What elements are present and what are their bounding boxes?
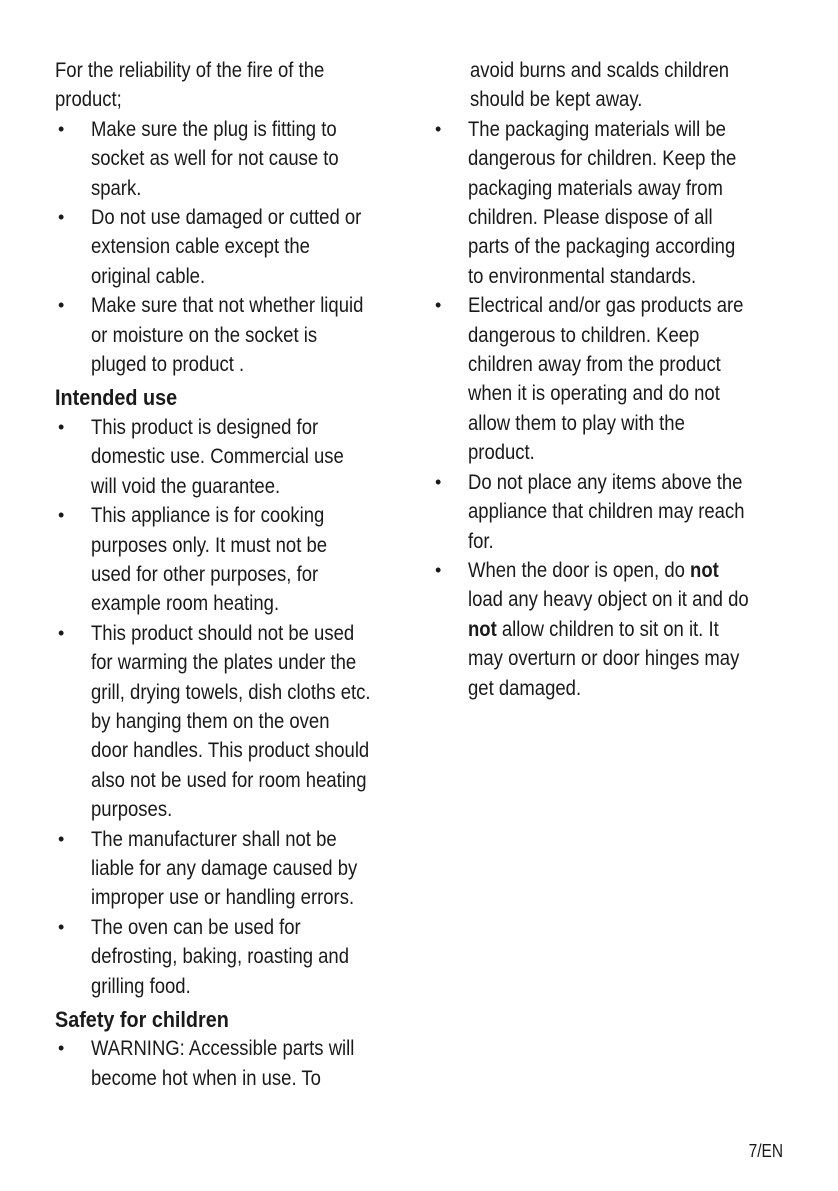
emphasis-not: not bbox=[690, 557, 719, 582]
item-line: may overturn or door hinges may bbox=[468, 646, 740, 671]
bullet-icon: • bbox=[58, 118, 65, 139]
item-line: The manufacturer shall not be bbox=[91, 826, 337, 851]
list-item bbox=[55, 619, 427, 825]
page-number: 7/EN bbox=[748, 1141, 783, 1161]
item-line: for warming the plates under the bbox=[91, 650, 357, 675]
item-line: product. bbox=[468, 440, 535, 465]
bullet-icon: • bbox=[435, 295, 442, 316]
bullet-icon: • bbox=[58, 1038, 65, 1059]
item-line: domestic use. Commercial use bbox=[91, 444, 344, 469]
item-line: dangerous for children. Keep the bbox=[468, 146, 737, 171]
bullet-icon: • bbox=[58, 416, 65, 437]
item-line: or moisture on the socket is bbox=[91, 322, 318, 347]
item-line: This appliance is for cooking bbox=[91, 503, 325, 528]
right-column bbox=[432, 56, 802, 703]
intended-use-list bbox=[55, 413, 427, 1001]
bullet-icon: • bbox=[58, 505, 65, 526]
item-line: liable for any damage caused by bbox=[91, 855, 358, 880]
list-item bbox=[432, 468, 802, 556]
item-line: Do not use damaged or cutted or bbox=[91, 205, 362, 230]
item-line: should be kept away. bbox=[470, 87, 643, 112]
intended-use-heading: Intended use bbox=[55, 385, 178, 411]
bullet-icon: • bbox=[58, 295, 65, 316]
item-line: defrosting, baking, roasting and bbox=[91, 944, 350, 969]
list-item bbox=[55, 501, 427, 619]
list-item bbox=[432, 291, 802, 467]
item-line: example room heating. bbox=[91, 591, 280, 616]
door-item-text: When the door is open, do bbox=[468, 557, 691, 582]
item-line: become hot when in use. To bbox=[91, 1065, 321, 1090]
bullet-icon: • bbox=[58, 622, 65, 643]
item-line: door handles. This product should bbox=[91, 738, 370, 763]
intro-line: For the reliability of the fire of the bbox=[55, 58, 325, 82]
list-item bbox=[55, 913, 427, 1001]
bullet-icon: • bbox=[435, 559, 442, 580]
item-line: socket as well for not cause to bbox=[91, 146, 339, 171]
safety-list bbox=[55, 1034, 427, 1093]
item-line: Do not place any items above the bbox=[468, 469, 743, 494]
item-line: avoid burns and scalds children bbox=[470, 58, 730, 82]
item-line: Electrical and/or gas products are bbox=[468, 293, 744, 318]
item-line: pluged to product . bbox=[91, 352, 245, 377]
emphasis-not: not bbox=[468, 616, 497, 641]
intro-line: product; bbox=[55, 87, 122, 112]
item-line: Make sure that not whether liquid bbox=[91, 293, 364, 318]
item-line: when it is operating and do not bbox=[468, 381, 720, 406]
item-line: grilling food. bbox=[91, 973, 191, 998]
item-line bbox=[468, 556, 755, 585]
item-line: grill, drying towels, dish cloths etc. bbox=[91, 679, 371, 704]
bullet-icon: • bbox=[58, 207, 65, 228]
item-line: allow them to play with the bbox=[468, 410, 685, 435]
safety-for-children-heading: Safety for children bbox=[55, 1007, 229, 1032]
item-line: WARNING: Accessible parts will bbox=[91, 1036, 355, 1061]
item-line: purposes only. It must not be bbox=[91, 532, 328, 557]
item-line bbox=[468, 615, 755, 644]
list-item bbox=[55, 825, 427, 913]
reliability-list bbox=[55, 115, 427, 380]
list-item bbox=[432, 115, 802, 291]
item-line: This product is designed for bbox=[91, 414, 319, 439]
item-line: Make sure the plug is fitting to bbox=[91, 116, 337, 141]
item-line: improper use or handling errors. bbox=[91, 885, 355, 910]
item-line: also not be used for room heating bbox=[91, 767, 367, 792]
list-item bbox=[55, 115, 427, 203]
item-line: used for other purposes, for bbox=[91, 561, 319, 586]
item-line: dangerous to children. Keep bbox=[468, 322, 700, 347]
item-line: for. bbox=[468, 528, 494, 553]
item-line: packaging materials away from bbox=[468, 175, 723, 200]
intro-paragraph bbox=[55, 56, 427, 115]
item-line: get damaged. bbox=[468, 675, 582, 700]
item-line: extension cable except the bbox=[91, 234, 310, 259]
continuation-paragraph bbox=[432, 56, 802, 115]
bullet-icon: • bbox=[58, 916, 65, 937]
item-line: appliance that children may reach bbox=[468, 499, 745, 524]
item-line: The packaging materials will be bbox=[468, 116, 726, 141]
item-line: will void the guarantee. bbox=[91, 473, 281, 498]
bullet-icon: • bbox=[58, 828, 65, 849]
item-line: This product should not be used bbox=[91, 620, 355, 645]
item-line: children. Please dispose of all bbox=[468, 205, 713, 230]
list-item bbox=[55, 1034, 427, 1093]
door-item-text: allow children to sit on it. It bbox=[496, 616, 719, 641]
item-line: by hanging them on the oven bbox=[91, 708, 330, 733]
item-line: parts of the packaging according bbox=[468, 234, 736, 259]
item-line: spark. bbox=[91, 175, 142, 200]
item-line: purposes. bbox=[91, 797, 173, 822]
bullet-icon: • bbox=[435, 118, 442, 139]
item-line: The oven can be used for bbox=[91, 914, 301, 939]
item-line: original cable. bbox=[91, 263, 206, 288]
list-item bbox=[55, 413, 427, 501]
list-item bbox=[55, 203, 427, 291]
children-safety-list bbox=[432, 115, 802, 703]
left-column bbox=[55, 56, 427, 1093]
item-line: children away from the product bbox=[468, 352, 721, 377]
item-line: to environmental standards. bbox=[468, 263, 697, 288]
list-item bbox=[432, 556, 802, 703]
bullet-icon: • bbox=[435, 471, 442, 492]
item-line: load any heavy object on it and do bbox=[468, 587, 749, 612]
list-item bbox=[55, 291, 427, 379]
